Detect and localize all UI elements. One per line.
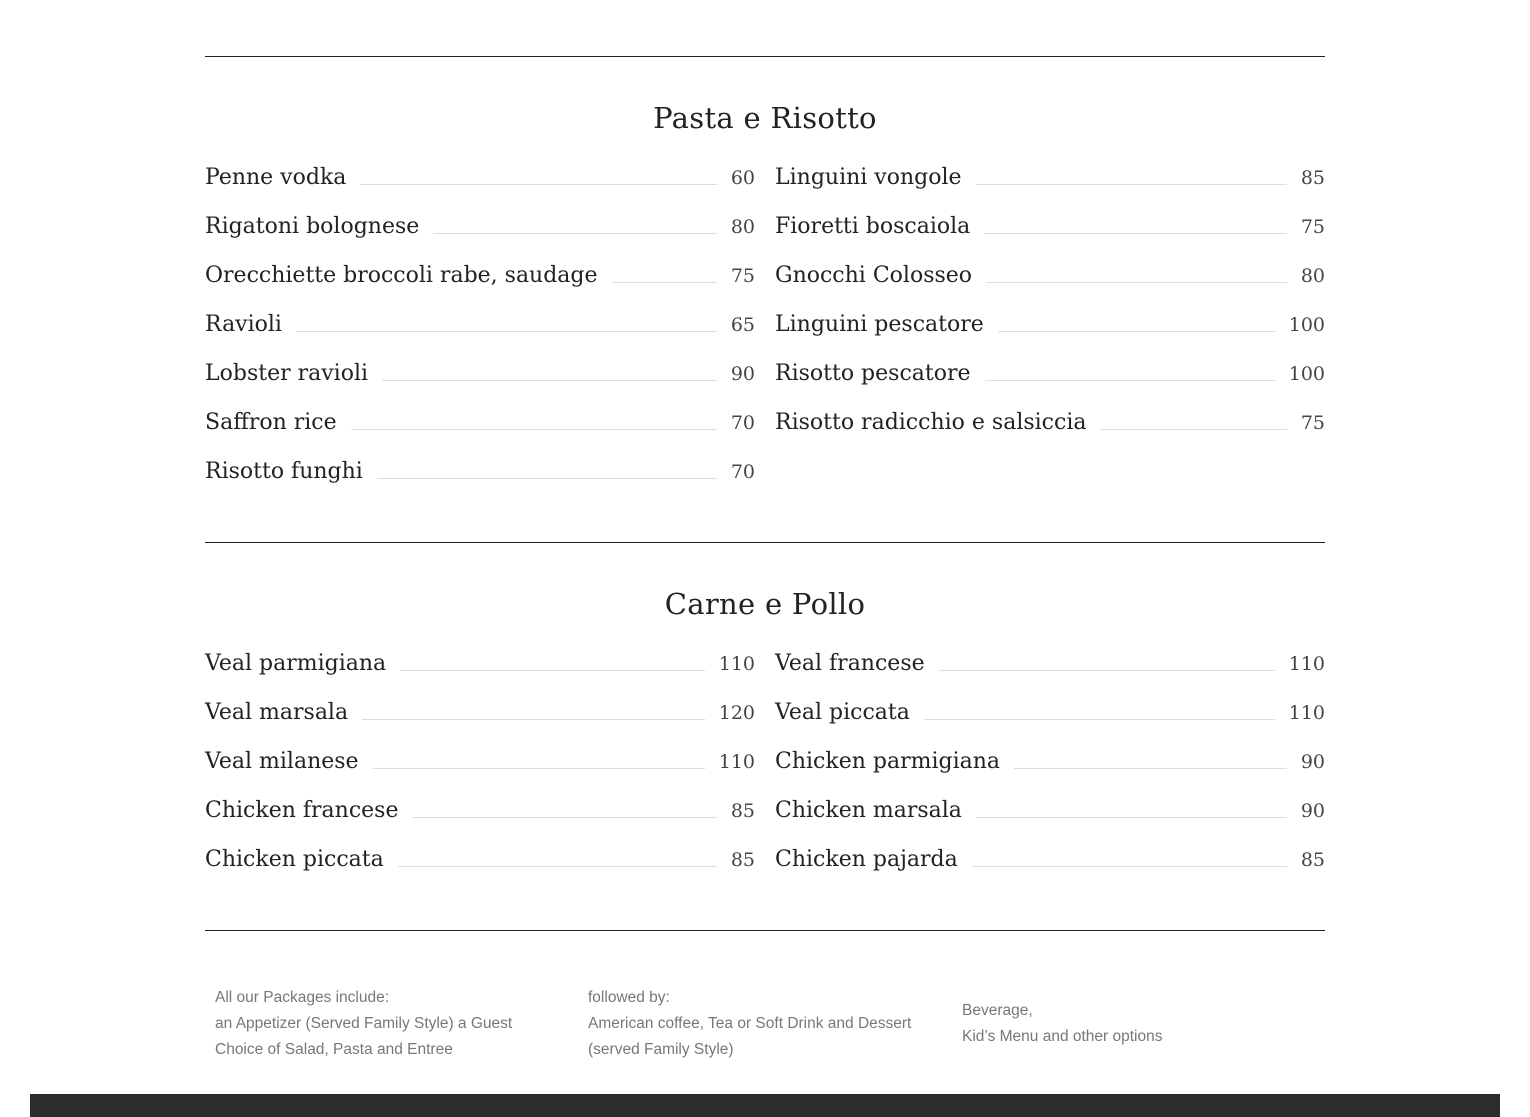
menu-item-name: Penne vodka — [205, 165, 347, 190]
menu-item — [205, 289, 755, 338]
menu-item-price: 65 — [730, 314, 755, 336]
menu-column-right — [775, 628, 1325, 873]
menu-item-name: Chicken francese — [205, 798, 399, 823]
leader-line — [924, 718, 1275, 720]
menu-item-price: 90 — [730, 363, 755, 385]
leader-line — [433, 232, 717, 234]
menu-item — [775, 726, 1325, 775]
menu-item — [775, 289, 1325, 338]
package-info-col-1 — [215, 985, 512, 1063]
menu-item-name: Risotto pescatore — [775, 361, 971, 386]
divider — [205, 542, 1325, 543]
menu-item — [775, 775, 1325, 824]
menu-item-price: 85 — [1300, 167, 1325, 189]
menu-item-price: 75 — [730, 265, 755, 287]
menu-item — [775, 824, 1325, 873]
package-line: Choice of Salad, Pasta and Entree — [215, 1041, 453, 1058]
leader-line — [296, 330, 717, 332]
menu-item-name: Chicken pajarda — [775, 847, 958, 872]
leader-line — [373, 767, 705, 769]
menu-item-name: Orecchiette broccoli rabe, saudage — [205, 263, 598, 288]
menu-item-price: 75 — [1300, 216, 1325, 238]
menu-item-name: Veal piccata — [775, 700, 910, 725]
leader-line — [972, 865, 1287, 867]
leader-line — [362, 718, 705, 720]
menu-column-right — [775, 142, 1325, 436]
menu-item-price: 110 — [718, 653, 755, 675]
leader-line — [1014, 767, 1287, 769]
menu-item-name: Risotto funghi — [205, 459, 363, 484]
leader-line — [1100, 428, 1286, 430]
menu-item-name: Linguini vongole — [775, 165, 962, 190]
divider — [205, 930, 1325, 931]
menu-item-price: 75 — [1300, 412, 1325, 434]
menu-item-name: Gnocchi Colosseo — [775, 263, 973, 288]
menu-item-price: 70 — [730, 412, 755, 434]
menu-item — [775, 142, 1325, 191]
leader-line — [351, 428, 717, 430]
leader-line — [360, 183, 716, 185]
menu-item — [205, 677, 755, 726]
leader-line — [377, 477, 717, 479]
menu-item-name: Linguini pescatore — [775, 312, 984, 337]
menu-item — [205, 775, 755, 824]
menu-item — [205, 240, 755, 289]
leader-line — [984, 232, 1287, 234]
leader-line — [976, 816, 1287, 818]
menu-item — [775, 191, 1325, 240]
package-line: American coffee, Tea or Soft Drink and Dessert — [588, 1015, 912, 1032]
menu-item — [205, 191, 755, 240]
menu-item-price: 85 — [1300, 849, 1325, 871]
package-line: All our Packages include: — [215, 989, 390, 1006]
menu-item-price: 70 — [730, 461, 755, 483]
menu-item — [775, 677, 1325, 726]
leader-line — [998, 330, 1275, 332]
menu-column-left — [205, 628, 755, 873]
menu-item-price: 85 — [730, 800, 755, 822]
menu-item-name: Fioretti boscaiola — [775, 214, 971, 239]
menu-item-name: Veal parmigiana — [205, 651, 387, 676]
package-info-col-2 — [588, 985, 911, 1063]
menu-item-price: 100 — [1288, 314, 1325, 336]
menu-item — [205, 628, 755, 677]
leader-line — [985, 379, 1275, 381]
menu-column-left — [205, 142, 755, 485]
leader-line — [939, 669, 1275, 671]
menu-item-name: Ravioli — [205, 312, 282, 337]
leader-line — [976, 183, 1287, 185]
menu-item — [205, 387, 755, 436]
leader-line — [382, 379, 717, 381]
package-line: an Appetizer (Served Family Style) a Guest — [215, 1015, 513, 1032]
menu-item-name: Chicken marsala — [775, 798, 962, 823]
menu-item — [775, 338, 1325, 387]
menu-item-name: Veal marsala — [205, 700, 349, 725]
footer-bar — [30, 1094, 1500, 1117]
section-title-carne: Carne e Pollo — [664, 587, 866, 621]
package-line: Kid’s Menu and other options — [962, 1028, 1163, 1045]
menu-item — [205, 436, 755, 485]
menu-item-name: Lobster ravioli — [205, 361, 369, 386]
menu-item-name: Chicken parmigiana — [775, 749, 1001, 774]
menu-item-price: 110 — [1288, 702, 1325, 724]
menu-item — [205, 338, 755, 387]
menu-item-name: Rigatoni bolognese — [205, 214, 420, 239]
package-line: (served Family Style) — [588, 1041, 734, 1058]
menu-item — [205, 726, 755, 775]
menu-item-price: 85 — [730, 849, 755, 871]
menu-item-name: Saffron rice — [205, 410, 337, 435]
menu-item-name: Veal francese — [775, 651, 925, 676]
menu-item — [775, 387, 1325, 436]
divider — [205, 56, 1325, 57]
menu-item-name: Risotto radicchio e salsiccia — [775, 410, 1087, 435]
package-line: followed by: — [588, 989, 670, 1006]
menu-item-name: Veal milanese — [205, 749, 359, 774]
menu-item-price: 80 — [1300, 265, 1325, 287]
package-line: Beverage, — [962, 1002, 1033, 1019]
package-info-col-3 — [962, 998, 1163, 1050]
menu-item — [205, 142, 755, 191]
menu-item — [775, 628, 1325, 677]
menu-item-price: 80 — [730, 216, 755, 238]
menu-item-price: 110 — [718, 751, 755, 773]
menu-item-price: 90 — [1300, 800, 1325, 822]
menu-item — [775, 240, 1325, 289]
menu-item-name: Chicken piccata — [205, 847, 384, 872]
menu-item-price: 100 — [1288, 363, 1325, 385]
menu-item-price: 120 — [718, 702, 755, 724]
menu-item-price: 90 — [1300, 751, 1325, 773]
leader-line — [612, 281, 717, 283]
section-title-pasta: Pasta e Risotto — [653, 101, 877, 135]
menu-item-price: 110 — [1288, 653, 1325, 675]
leader-line — [412, 816, 716, 818]
leader-line — [986, 281, 1287, 283]
leader-line — [400, 669, 705, 671]
menu-item-price: 60 — [730, 167, 755, 189]
menu-item — [205, 824, 755, 873]
leader-line — [398, 865, 717, 867]
